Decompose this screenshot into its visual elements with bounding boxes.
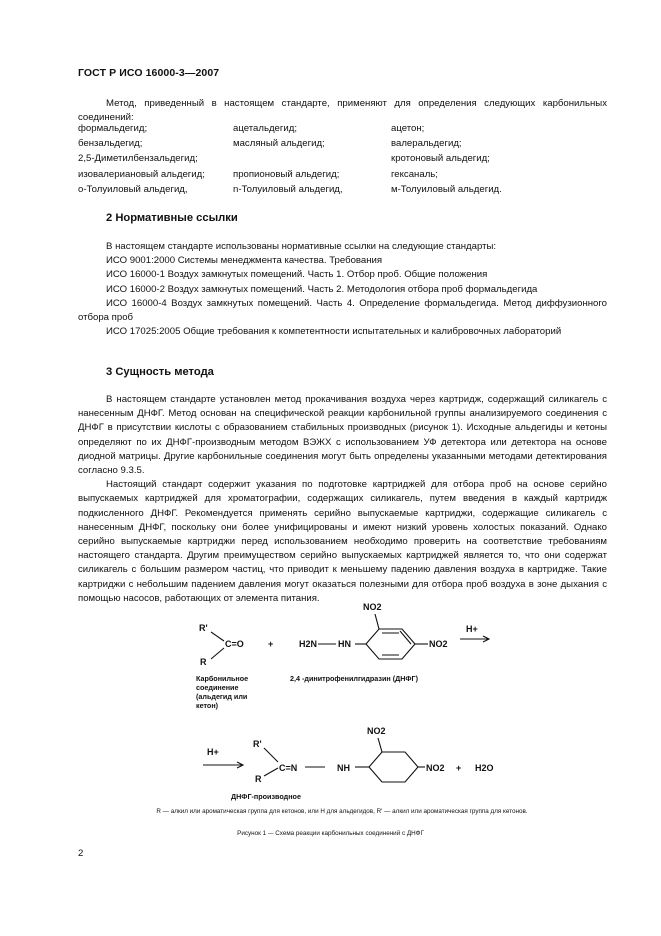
derivative-label: ДНФГ-производное — [231, 792, 301, 801]
no2-ortho-2: NO2 — [367, 726, 386, 736]
reference-item: ИСО 16000-2 Воздух замкнутых помещений. Часть 2. Методология отбора проб формальдегида — [106, 283, 538, 295]
dnph-label: 2,4 -динитрофенилгидразин (ДНФГ) — [290, 674, 419, 683]
compound-item: пропионовый альдегид; — [233, 168, 340, 180]
compound-item: формальдегид; — [78, 123, 148, 134]
bond — [211, 648, 224, 659]
bond — [211, 632, 224, 641]
intro-text: Метод, приведенный в настоящем стандарте, применяют для определения следующих карбонильных соединений: — [78, 98, 607, 124]
compound-item — [233, 151, 391, 166]
bond — [264, 748, 278, 762]
r-prime-label-2: R' — [253, 739, 262, 749]
compound-row — [78, 136, 607, 151]
r-label-2: R — [255, 774, 262, 784]
plus-sign-2: + — [456, 763, 462, 773]
hydrazone-group: C=N — [279, 763, 298, 773]
plus-sign: + — [268, 639, 274, 649]
compound-item: кротоновый альдегид; — [391, 153, 490, 165]
compound-item: 2,5-Диметилбензальдегид; — [78, 153, 198, 165]
reference-item: ИСО 17025:2005 Общие требования к компетентности испытательных и калибровочных лабораторий — [106, 326, 562, 338]
carbonyl-label-line1: Карбонильное — [196, 674, 249, 683]
reference-item: ИСО 16000-4 Воздух замкнутых помещений. Часть 4. Определение формальдегида. Метод диффузионного отбора проб — [78, 297, 607, 324]
carbonyl-label-line2: соединение — [196, 683, 239, 692]
bond — [375, 614, 379, 629]
reference-item: ИСО 9001:2000 Системы менеджмента качества. Требования — [106, 255, 383, 267]
no2-para-2: NO2 — [426, 763, 445, 773]
benzene-ring-2 — [369, 752, 418, 782]
reference-item: ИСО 16000-1 Воздух замкнутых помещений. Часть 1. Отбор проб. Общие положения — [106, 269, 488, 281]
compound-row — [78, 121, 607, 136]
section-2-heading: 2 Нормативные ссылки — [106, 212, 238, 224]
no2-ortho: NO2 — [363, 602, 382, 612]
compound-item: ацетон; — [391, 123, 425, 134]
compound-item: валеральдегид; — [391, 138, 462, 150]
carbonyl-label-line4: кетон) — [196, 701, 219, 710]
compound-item: бензальдегид; — [78, 138, 143, 150]
compound-row — [78, 151, 607, 166]
r-prime-label: R' — [199, 623, 208, 633]
nh-group: NH — [337, 763, 350, 773]
bond — [378, 738, 382, 752]
references-lead: В настоящем стандарте использованы нормативные ссылки на следующие стандарты: — [106, 241, 497, 252]
compound-item: масляный альдегид; — [233, 138, 325, 150]
catalyst-h-plus: H+ — [466, 624, 478, 634]
no2-para: NO2 — [429, 639, 448, 649]
catalyst-h-plus-2: H+ — [207, 747, 219, 757]
normative-references — [78, 240, 607, 339]
h2n-group: H2N — [299, 639, 318, 649]
reaction-scheme — [0, 596, 661, 806]
compound-item: о-Толуиловый альдегид, — [78, 183, 188, 195]
scheme-legend: R — алкил или ароматическая группа для кетонов, или H для альдегидов, R' — алкил или ароматическая группа для кетонов. — [156, 808, 528, 815]
compound-item: м-Толуиловый альдегид. — [391, 183, 502, 195]
compound-item: n-Толуиловый альдегид, — [233, 183, 343, 195]
page-number: 2 — [78, 848, 84, 859]
method-paragraph-2: Настоящий стандарт содержит указания по подготовке картриджей для отбора проб на основе серийно выпускаемых картриджей для хроматографии, содержащих силикагель, путем введения в каждый картридж подкисленного ДНФГ. Рекомендуется применять серийно выпускаемые картриджи, содержащие силикагель с нанесенным ДНФГ, поскольку они более унифицированы и имеют низкий уровень холостых показаний. Однако серийно выпускаемые картриджи перед использованием необходимо проверить на соответствие требованиям настоящего стандарта. Другим преимуществом серийно выпускаемых картриджей является то, что они содержат силикагель с большим размером частиц, что приводит к меньшему падению давления воздуха в картридже. Такие картриджи с небольшим падением давления могут оказаться полезными для отбора проб воздуха в зоне дыхания с помощью насосов, работающих от элемента питания. — [78, 479, 607, 604]
compound-list — [78, 121, 607, 197]
compound-row — [78, 167, 607, 182]
method-essence — [78, 393, 607, 606]
carbonyl-label-line3: (альдегид или — [196, 692, 248, 701]
compound-row — [78, 182, 607, 197]
section-3-heading: 3 Сущность метода — [106, 366, 214, 378]
method-paragraph-1: В настоящем стандарте установлен метод прокачивания воздуха через картридж, содержащий силикагель с нанесенным ДНФГ. Метод основан на специфической реакции карбонильной группы анализируемого соединения с ДНФГ в присутствии кислоты с образованием стабильных производных (рисунок 1). Исходные альдегиды и кетоны определяют по их ДНФГ-производным методом ВЭЖХ с использованием УФ детектора или детектора на основе диодной матрицы. Другие карбонильные соединения могут быть определены указанными методами детектирования согласно 9.3.5. — [78, 394, 607, 477]
document-header: ГОСТ Р ИСО 16000-3—2007 — [78, 67, 220, 79]
compound-item: гексаналь; — [391, 168, 438, 180]
water: H2O — [475, 763, 494, 773]
compound-item: изовалериановый альдегид; — [78, 168, 205, 180]
hn-group: HN — [338, 639, 351, 649]
figure-caption: Рисунок 1 -– Схема реакции карбонильных соединений с ДНФГ — [237, 830, 424, 837]
carbonyl-group: C=O — [225, 639, 244, 649]
compound-item: ацетальдегид; — [233, 123, 298, 134]
r-label: R — [200, 657, 207, 667]
bond — [264, 768, 278, 776]
